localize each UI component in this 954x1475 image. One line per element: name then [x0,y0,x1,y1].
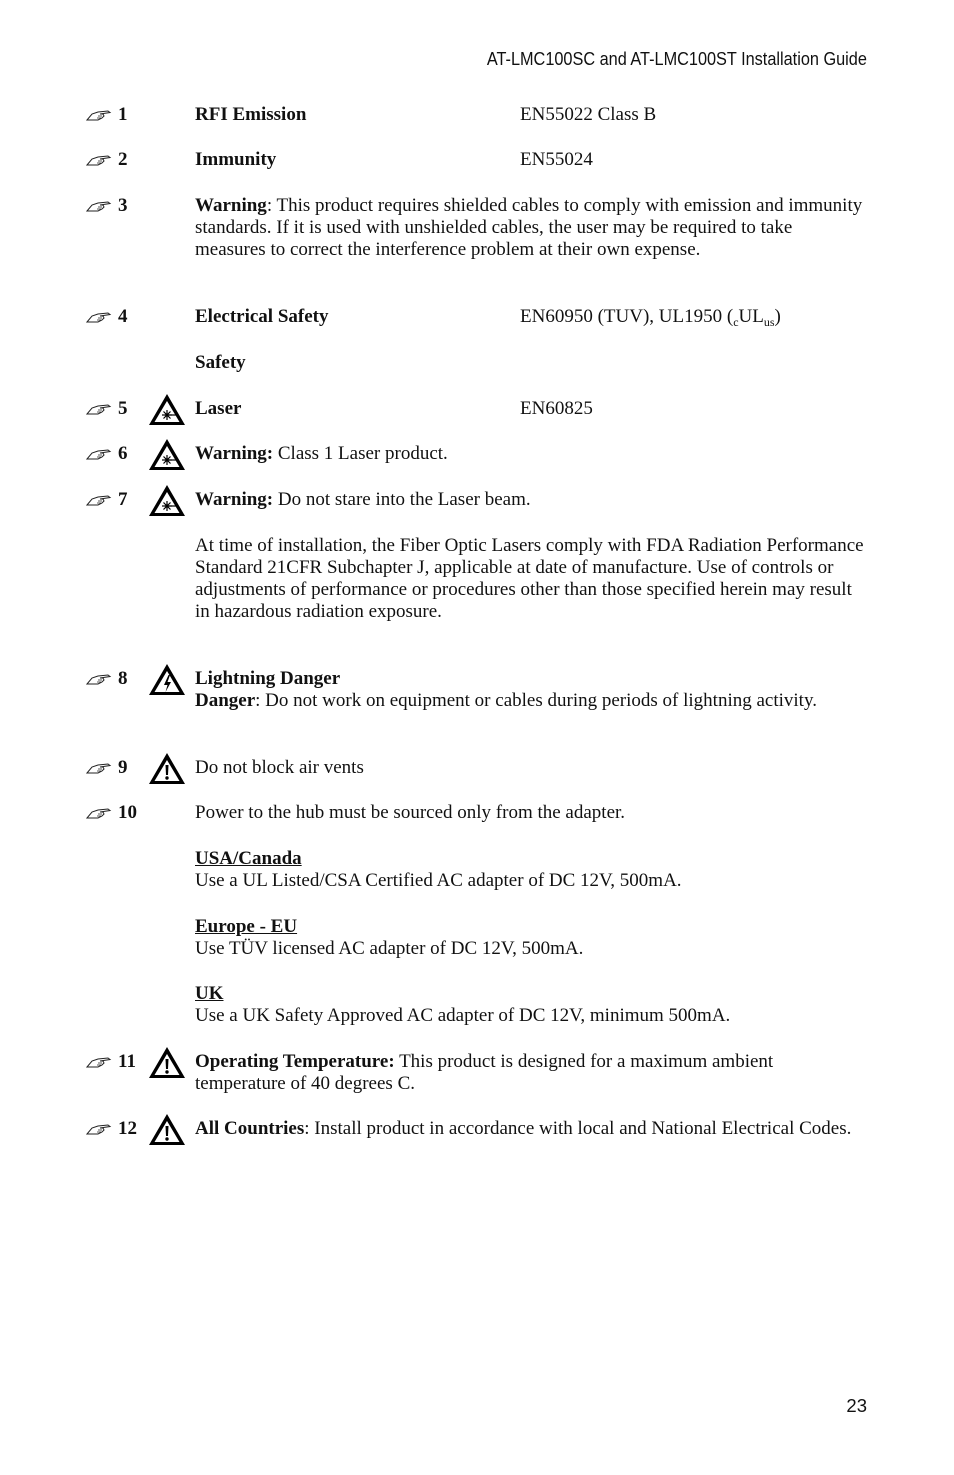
laser-note: At time of installation, the Fiber Optic Lasers comply with FDA Radiation Performance Standard 21CFR Subchapter J, applicable at date of manufacture. Use of controls or adjustments of performance or procedures other than those specified herein may result in hazardous radiation exposure. [195,535,864,622]
eu-text: Use TÜV licensed AC adapter of DC 12V, 500mA. [195,938,584,959]
item-text: Warning: Class 1 Laser product. [195,443,448,464]
pointing-hand-icon [86,493,112,507]
pointing-hand-icon [86,447,112,461]
item-text: Lightning Danger Danger: Do not work on equipment or cables during periods of lightning activity. [195,668,817,711]
pointing-hand-icon [86,199,112,213]
item-number: 1 [118,104,128,125]
pointing-hand-icon [86,310,112,324]
warning-text: : This product requires shielded cables to comply with emission and immunity standards. If it is used with unshielded cables, the user may be required to take measures to correct the interference problem at their own expense. [195,195,863,260]
item-number: 6 [118,443,128,464]
item-number: 10 [118,802,137,823]
lightning-warning-icon [147,662,187,697]
safety-heading: Safety [195,352,246,373]
page-number: 23 [846,1395,867,1416]
item-value: EN60950 (TUV), UL1950 $(_cUL_{us})$ [520,306,781,329]
item-label: RFI Emission [195,104,307,125]
lightning-title: Lightning Danger [195,668,341,689]
pointing-hand-icon [86,402,112,416]
usa-text: Use a UL Listed/CSA Certified AC adapter of DC 12V, 500mA. [195,870,682,891]
item-text [195,195,867,261]
item-number: 12 [118,1118,137,1139]
item-value: EN55024 [520,149,593,170]
laser-warning-icon [147,392,187,427]
exclamation-warning-icon [147,1112,187,1147]
item-number: 5 [118,398,128,419]
item-value: EN55022 Class B [520,104,657,125]
laser-warning-icon [147,437,187,472]
warning-lead: Warning [195,195,267,216]
uk-heading: UK [195,983,224,1004]
item-label: Laser [195,398,242,419]
pointing-hand-icon [86,153,112,167]
item-number: 8 [118,668,128,689]
pointing-hand-icon [86,806,112,820]
exclamation-warning-icon [147,1045,187,1080]
item-number: 9 [118,757,128,778]
item-text: Operating Temperature: This product is designed for a maximum ambient temperature of 40 degrees C. [195,1051,774,1094]
item-label: Electrical Safety [195,306,329,327]
item-text: Warning: Do not stare into the Laser beam. [195,489,531,510]
pointing-hand-icon [86,1122,112,1136]
pointing-hand-icon [86,761,112,775]
page-header: AT-LMC100SC and AT-LMC100ST Installation Guide [486,48,867,69]
uk-text: Use a UK Safety Approved AC adapter of DC 12V, minimum 500mA. [195,1005,731,1026]
exclamation-warning-icon [147,751,187,786]
item-text: Power to the hub must be sourced only from the adapter. [195,802,626,823]
pointing-hand-icon [86,672,112,686]
item-number: 2 [118,149,128,170]
pointing-hand-icon [86,108,112,122]
item-number: 3 [118,195,128,216]
item-text: Do not block air vents [195,757,364,778]
item-value: EN60825 [520,398,593,419]
eu-heading: Europe - EU [195,916,298,937]
item-number: 11 [118,1051,136,1072]
item-label: Immunity [195,149,277,170]
pointing-hand-icon [86,1055,112,1069]
item-text: All Countries: Install product in accordance with local and National Electrical Codes. [195,1118,852,1139]
item-number: 7 [118,489,128,510]
laser-warning-icon [147,483,187,518]
usa-heading: USA/Canada [195,848,302,869]
item-number: 4 [118,306,128,327]
